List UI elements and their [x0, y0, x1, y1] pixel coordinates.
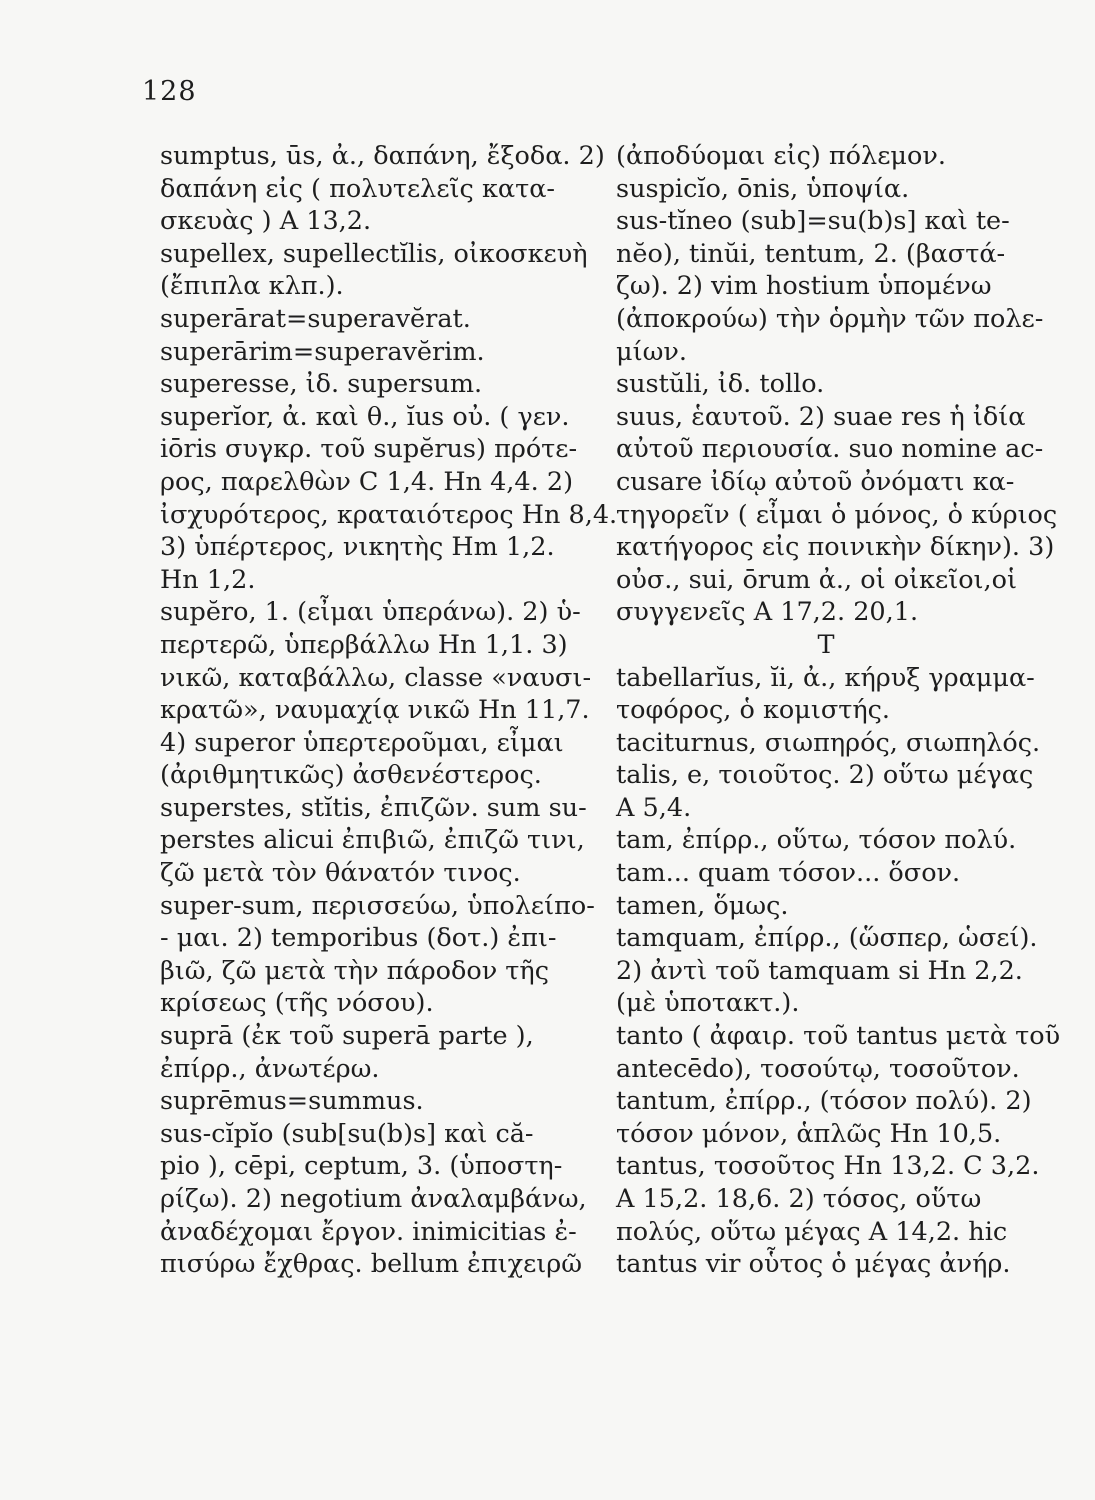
left-column-line: ρος, παρελθὼν C 1,4. Hn 4,4. 2)	[160, 466, 574, 497]
right-column-line: A 15,2. 18,6. 2) τόσος, οὕτω	[616, 1184, 982, 1214]
right-column-line: cusare ἰδίῳ αὐτοῦ ὀνόματι κα-	[616, 466, 1015, 497]
right-column	[616, 140, 1061, 1281]
right-column-line: κατήγορος εἰς ποινικὴν δίκην). 3)	[616, 532, 1055, 563]
right-column-line: talis, e, τοιοῦτος. 2) οὕτω μέγας	[616, 760, 1034, 791]
left-column-line: κρατῶ», ναυμαχίᾳ νικῶ Hn 11,7.	[160, 695, 590, 726]
left-column-line: νικῶ, καταβάλλω, classe «ναυσι-	[160, 662, 592, 693]
right-column-line: tanto ( ἀφαιρ. τοῦ tantus μετὰ τοῦ	[616, 1021, 1061, 1052]
right-column-line: τοφόρος, ὁ κομιστής.	[616, 695, 891, 726]
right-column-line: οὐσ., sui, ōrum ἀ., οἱ οἰκεῖοι,οἱ	[616, 564, 1018, 595]
right-column-line: suspicĭo, ōnis, ὑποψία.	[616, 173, 910, 204]
left-column-line: sumptus, ūs, ἀ., δαπάνη, ἔξοδα. 2)	[160, 141, 605, 171]
left-column-line: sus-cĭpĭo (sub[su(b)s] καὶ că-	[160, 1118, 534, 1149]
left-column-line: δαπάνη εἰς ( πολυτελεῖς κατα-	[160, 173, 556, 204]
page-number: 128	[142, 76, 197, 107]
right-column-line: tam, ἐπίρρ., οὕτω, τόσον πολύ.	[616, 825, 1017, 856]
right-column-line: sus-tĭneo (sub]=su(b)s] καὶ te-	[616, 206, 1010, 237]
left-column-line: perstes alicui ἐπιβιῶ, ἐπιζῶ τινι,	[160, 825, 585, 856]
left-column-line: ζῶ μετὰ τὸν θάνατόν τινος.	[160, 858, 521, 889]
right-column-line: τηγορεῖν ( εἶμαι ὁ μόνος, ὁ κύριος	[616, 499, 1058, 530]
left-column-line: πισύρω ἔχθρας. bellum ἐπιχειρῶ	[160, 1249, 583, 1280]
right-column-line: 2) ἀντὶ τοῦ tamquam si Hn 2,2.	[616, 955, 1023, 986]
left-column-line: superārim=superavĕrim.	[160, 336, 485, 367]
right-column-line: tantum, ἐπίρρ., (τόσον πολύ). 2)	[616, 1086, 1032, 1117]
right-column-line: tantus vir οὗτος ὁ μέγας ἀνήρ.	[616, 1249, 1011, 1280]
right-column-line: αὐτοῦ περιουσία. suo nomine ac-	[616, 434, 1044, 465]
left-column-line: 3) ὑπέρτερος, νικητὴς Hm 1,2.	[160, 532, 555, 563]
right-column-line: συγγενεῖς A 17,2. 20,1.	[616, 597, 919, 628]
right-column-line: sustŭli, ἰδ. tollo.	[616, 369, 825, 400]
left-column-line: super-sum, περισσεύω, ὑπολείπο-	[160, 890, 595, 921]
right-column-line: ζω). 2) vim hostium ὑπομένω	[616, 271, 992, 302]
right-column-line: antecēdo), τοσούτῳ, τοσοῦτον.	[616, 1053, 1020, 1084]
right-column-line: suus, ἑαυτοῦ. 2) suae res ἡ ἰδία	[616, 401, 1026, 432]
right-column-line: (μὲ ὑποτακτ.).	[616, 988, 800, 1019]
left-column-line: - μαι. 2) temporibus (δοτ.) ἐπι-	[160, 923, 557, 954]
left-column-line: ἀναδέχομαι ἔργον. inimicitias ἐ-	[160, 1216, 577, 1247]
right-column-line: tamen, ὅμως.	[616, 890, 789, 921]
right-column-line: taciturnus, σιωπηρός, σιωπηλός.	[616, 727, 1041, 758]
right-column-line: tabellarĭus, ĭi, ἀ., κήρυξ γραμμα-	[616, 662, 1035, 693]
right-column-line: τόσον μόνον, ἁπλῶς Hn 10,5.	[616, 1118, 1002, 1149]
left-column-line: superĭor, ἀ. καὶ θ., ĭus οὐ. ( γεν.	[160, 401, 570, 432]
right-column-line: nĕo), tinŭi, tentum, 2. (βαστά-	[616, 238, 1006, 269]
left-column-line: pio ), cēpi, ceptum, 3. (ὑποστη-	[160, 1151, 563, 1182]
left-column-line: περτερῶ, ὑπερβάλλω Hn 1,1. 3)	[160, 629, 568, 660]
left-column-line: (ἀριθμητικῶς) ἀσθενέστερος.	[160, 760, 542, 791]
left-column	[160, 140, 618, 1281]
left-column-line: 4) superor ὑπερτεροῦμαι, εἶμαι	[160, 727, 564, 758]
right-column-line: (ἀποδύομαι εἰς) πόλεμον.	[616, 141, 946, 171]
right-column-line: tantus, τοσοῦτος Hn 13,2. C 3,2.	[616, 1151, 1040, 1182]
left-column-line: κρίσεως (τῆς νόσου).	[160, 988, 434, 1019]
left-column-line: suprēmus=summus.	[160, 1086, 424, 1117]
left-column-line: superārat=superavĕrat.	[160, 303, 471, 334]
left-column-line: ἰσχυρότερος, κραταιότερος Hn 8,4.	[160, 499, 618, 530]
right-column-line: (ἀποκρούω) τὴν ὁρμὴν τῶν πολε-	[616, 303, 1044, 334]
left-column-line: supĕro, 1. (εἶμαι ὑπεράνω). 2) ὑ-	[160, 597, 581, 628]
left-column-line: superstes, stĭtis, ἐπιζῶν. sum su-	[160, 792, 587, 823]
left-column-line: ἐπίρρ., ἀνωτέρω.	[160, 1053, 380, 1084]
right-column-line: μίων.	[616, 336, 687, 367]
left-column-line: suprā (ἐκ τοῦ superā parte ),	[160, 1021, 534, 1052]
left-column-line: iōris συγκρ. τοῦ supĕrus) πρότε-	[160, 434, 578, 465]
right-column-line: T	[817, 629, 835, 660]
left-column-line: ρίζω). 2) negotium ἀναλαμβάνω,	[160, 1184, 587, 1214]
right-column-line: tamquam, ἐπίρρ., (ὥσπερ, ὡσεί).	[616, 923, 1038, 954]
right-column-line: πολύς, οὕτω μέγας A 14,2. hic	[616, 1216, 1008, 1247]
left-column-line: βιῶ, ζῶ μετὰ τὴν πάροδον τῆς	[160, 955, 549, 986]
right-column-line: A 5,4.	[616, 792, 692, 823]
left-column-line: Hn 1,2.	[160, 564, 256, 595]
left-column-line: supellex, supellectĭlis, οἰκοσκευὴ	[160, 238, 588, 269]
left-column-line: σκευὰς ) A 13,2.	[160, 206, 372, 237]
left-column-line: (ἔπιπλα κλπ.).	[160, 271, 344, 302]
left-column-line: superesse, ἰδ. supersum.	[160, 369, 483, 400]
right-column-line: tam... quam τόσον... ὅσον.	[616, 858, 961, 889]
